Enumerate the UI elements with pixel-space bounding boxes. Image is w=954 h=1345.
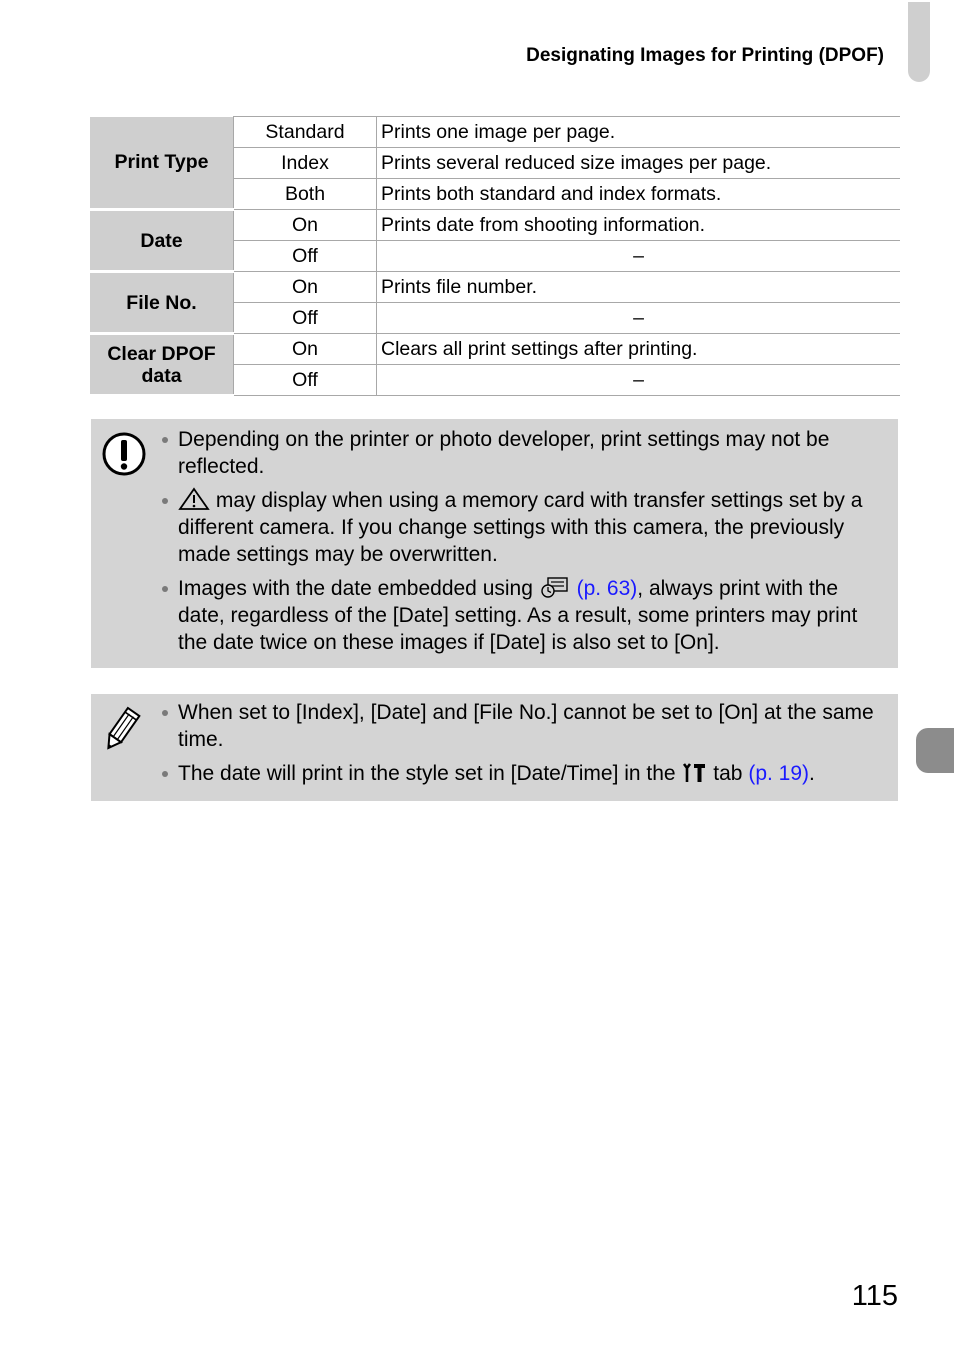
group-label-file-no: File No. xyxy=(90,272,234,334)
tools-tab-icon xyxy=(681,762,707,784)
caution-box xyxy=(91,419,898,668)
date-stamp-icon xyxy=(539,575,571,599)
description-cell: Prints one image per page. xyxy=(377,117,901,148)
chapter-tab-top xyxy=(908,2,930,82)
chapter-tab-side xyxy=(916,728,954,773)
group-label-line: Clear DPOF xyxy=(107,342,216,365)
group-label-print-type: Print Type xyxy=(90,117,234,210)
description-cell: – xyxy=(377,365,901,396)
group-label-date: Date xyxy=(90,210,234,272)
table-row xyxy=(90,117,900,148)
group-label-clear-dpof xyxy=(90,334,234,396)
page-number: 115 xyxy=(851,1280,898,1312)
description-cell: – xyxy=(377,303,901,334)
option-cell: Off xyxy=(234,365,377,396)
description-cell: Prints date from shooting information. xyxy=(377,210,901,241)
option-cell: Off xyxy=(234,303,377,334)
dpof-settings-table xyxy=(90,116,900,397)
caution-item: may display when using a memory card with transfer settings set by a different camera. If you change settings with this camera, the previously made settings may be overwritten. xyxy=(157,487,888,568)
caution-item: Depending on the printer or photo developer, print settings may not be reflected. xyxy=(157,426,888,480)
warning-triangle-icon xyxy=(178,487,210,511)
option-cell: Both xyxy=(234,179,377,210)
page-link-63[interactable]: (p. 63) xyxy=(576,577,638,600)
caution-item: Images with the date embedded using (p. 63), always print with the date, regardless of the [Date] setting. As a result, some printers may print the date twice on these images if [Date] is also set to [On]. xyxy=(157,575,888,656)
option-cell: Standard xyxy=(234,117,377,148)
table-row xyxy=(90,272,900,303)
group-label-line: data xyxy=(141,364,182,387)
description-cell: – xyxy=(377,241,901,272)
option-cell: On xyxy=(234,272,377,303)
option-cell: Off xyxy=(234,241,377,272)
table-row xyxy=(90,334,900,365)
option-cell: Index xyxy=(234,148,377,179)
page-link-19[interactable]: (p. 19) xyxy=(748,762,810,785)
pencil-icon xyxy=(101,706,141,754)
option-cell: On xyxy=(234,334,377,365)
running-head: Designating Images for Printing (DPOF) xyxy=(526,45,884,66)
table-row xyxy=(90,210,900,241)
description-cell: Clears all print settings after printing. xyxy=(377,334,901,365)
description-cell: Prints file number. xyxy=(377,272,901,303)
description-cell: Prints several reduced size images per page. xyxy=(377,148,901,179)
memo-box xyxy=(91,694,898,801)
memo-item: When set to [Index], [Date] and [File No.] cannot be set to [On] at the same time. xyxy=(157,699,888,753)
caution-exclamation-icon xyxy=(101,431,147,477)
memo-item: The date will print in the style set in [Date/Time] in the tab (p. 19). xyxy=(157,760,888,787)
option-cell: On xyxy=(234,210,377,241)
description-cell: Prints both standard and index formats. xyxy=(377,179,901,210)
